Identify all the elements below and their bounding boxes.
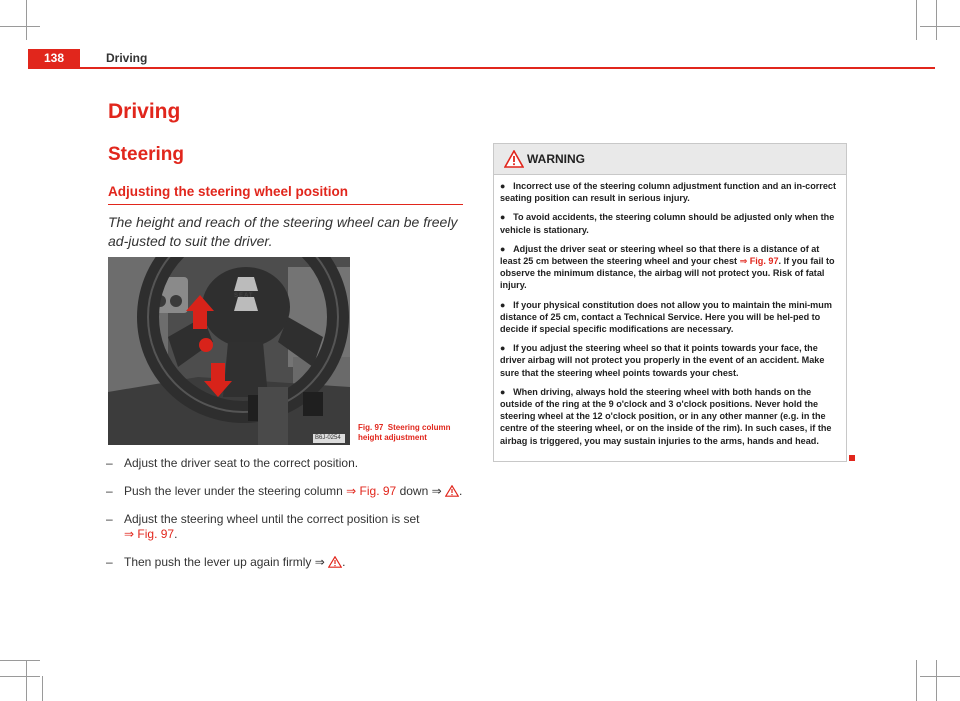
list-item <box>106 484 476 499</box>
figure-link[interactable]: Fig. 97 <box>749 256 779 267</box>
page-number: 138 <box>28 49 80 67</box>
section-end-marker <box>849 455 855 461</box>
step-text: Adjust the steering wheel until the correct position is set <box>124 512 420 526</box>
crop-mark <box>936 0 937 40</box>
warning-icon[interactable] <box>328 556 342 568</box>
subsection-rule <box>108 204 463 205</box>
step-dash: – <box>106 512 113 526</box>
warning-item-text: If you adjust the steering wheel so that it points towards your face, the driver airbag will not protect you properly in the event of an accident. Make sure that the steering wheel points towards your chest. <box>500 343 825 378</box>
step-end: . <box>342 555 346 569</box>
figure-link[interactable]: Fig. 97 <box>359 484 397 498</box>
steering-wheel-figure <box>108 257 350 445</box>
warning-item-text: Incorrect use of the steering column adjustment function and an in-correct seating position can result in serious injury. <box>500 181 836 204</box>
crop-mark <box>916 0 917 40</box>
warning-item-text: To avoid accidents, the steering column should be adjusted only when the vehicle is stationary. <box>500 212 835 235</box>
list-item <box>500 211 841 235</box>
step-dash: – <box>106 484 113 498</box>
list-item <box>500 342 841 379</box>
figure-caption-text: Steering column height adjustment <box>358 423 451 442</box>
crop-mark <box>916 660 917 701</box>
bullet: ● <box>500 386 506 397</box>
instruction-steps <box>106 456 476 583</box>
figure-caption-label: Fig. 97 <box>358 423 384 432</box>
warning-icon[interactable] <box>445 485 459 497</box>
figure-link[interactable]: Fig. 97 <box>137 527 175 541</box>
warning-item-text: Adjust the driver seat or steering wheel so that there is a distance of at least 25 cm between the steering wheel and your chest <box>500 243 820 267</box>
crop-mark <box>0 676 40 677</box>
step-text: Adjust the driver seat to the correct position. <box>124 456 359 470</box>
bullet: ● <box>500 243 506 254</box>
step-end: . <box>174 527 178 541</box>
subsection-heading: Adjusting the steering wheel position <box>108 184 349 199</box>
running-header-title: Driving <box>106 51 148 65</box>
list-item <box>500 299 841 336</box>
section-heading: Steering <box>108 144 185 165</box>
bullet: ● <box>500 181 506 191</box>
list-item <box>500 180 841 204</box>
header-rule <box>28 67 935 69</box>
step-dash: – <box>106 456 113 470</box>
figure-link-arrow: ⇒ <box>739 256 748 267</box>
warning-icon <box>504 150 524 168</box>
list-item <box>500 243 841 292</box>
chapter-heading: Driving <box>108 100 181 123</box>
step-text: Then push the lever up again firmly ⇒ <box>124 555 325 569</box>
step-dash: – <box>106 555 113 569</box>
figure-ref-code: B6J-0254 <box>315 435 341 441</box>
bullet: ● <box>500 343 506 354</box>
figure-caption <box>358 423 466 443</box>
bullet: ● <box>500 299 506 310</box>
warning-title: WARNING <box>527 152 585 166</box>
crop-mark <box>26 660 27 701</box>
crop-mark <box>920 26 960 27</box>
seat-logo-text: SEAT <box>234 293 254 299</box>
list-item <box>106 512 476 542</box>
warning-body <box>494 175 846 447</box>
step-suffix: down ⇒ <box>399 484 442 498</box>
crop-mark <box>42 676 43 701</box>
warning-item-text: When driving, always hold the steering wheel with both hands on the outside of the ring at the 9 o'clock and 3 o'clock positions. Never hold the steering wheel at the 12 o'clock position, or in any other manner (e.g. in the centre of the steering wheel, or on the inside of the rim). In such cases, if the airbag is triggered, you may sustain injuries to the arms, hands and head. <box>500 386 832 446</box>
crop-mark <box>26 0 27 40</box>
list-item <box>106 456 476 471</box>
crop-mark <box>0 26 40 27</box>
figure-link-arrow: ⇒ <box>346 484 357 498</box>
steering-wheel-illustration <box>108 257 350 445</box>
list-item <box>106 555 476 570</box>
warning-header <box>494 144 846 175</box>
list-item <box>500 386 841 447</box>
crop-mark <box>936 660 937 701</box>
step-text: Push the lever under the steering column <box>124 484 343 498</box>
bullet: ● <box>500 212 506 223</box>
crop-mark <box>920 676 960 677</box>
warning-item-text: . If you fail to observe the minimum distance, the airbag will not protect you. Risk of fatal injury. <box>500 256 835 291</box>
step-end: . <box>459 484 463 498</box>
warning-item-text: If your physical constitution does not allow you to maintain the mini-mum distance of 25 cm, contact a Technical Service. Here you will be hel-ped to decide if special specific modifications are necessary. <box>500 299 832 335</box>
crop-mark <box>0 660 40 661</box>
figure-link-arrow: ⇒ <box>124 527 135 541</box>
intro-paragraph: The height and reach of the steering wheel can be freely ad-justed to suit the driver. <box>108 214 458 249</box>
warning-box <box>493 143 847 462</box>
